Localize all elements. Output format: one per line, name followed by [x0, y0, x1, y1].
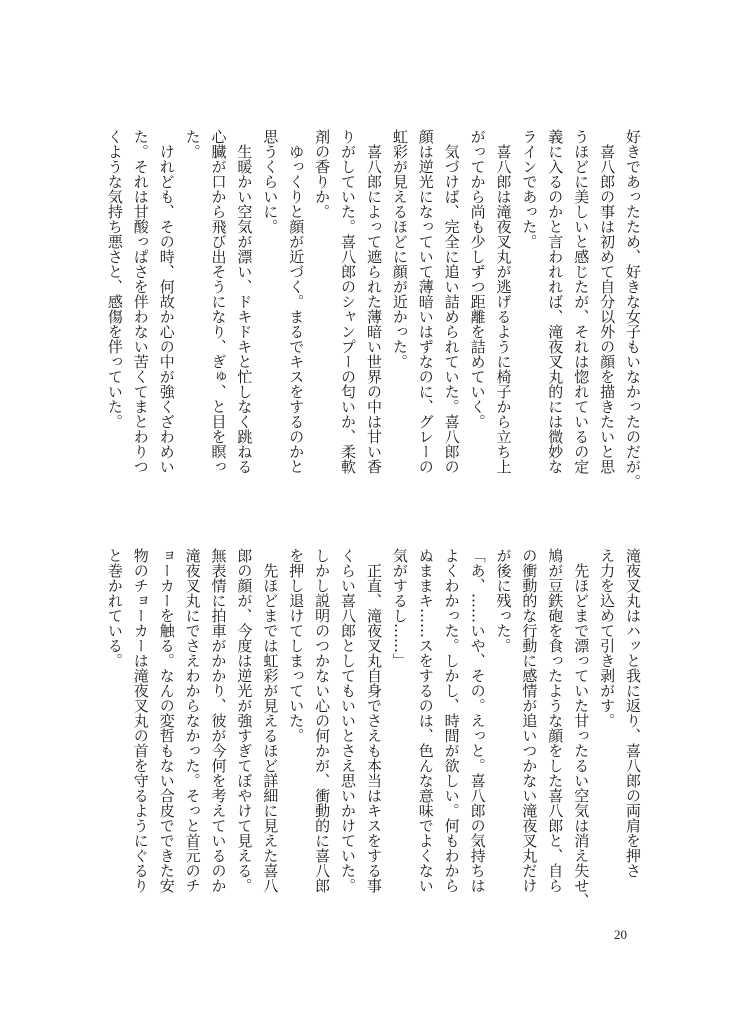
text-line: 喜八郎の事は初めて自分以外の顔を描きたいと思	[598, 129, 617, 474]
text-line: りがしていた。喜八郎のシャンプーの匂いか、柔軟	[339, 129, 358, 474]
text-line: 先ほどまで漂っていた甘ったるい空気は消え失せ、	[572, 548, 591, 908]
text-line: た。それは甘酸っぱさを伴わない苦くてまとわりつ	[131, 129, 150, 474]
text-line: た。	[183, 129, 202, 159]
text-line: 正直、滝夜叉丸自身でさえも本当はキスをする事	[364, 548, 383, 893]
text-line: 義に入るのかと言われれば、滝夜叉丸的には微妙な	[546, 129, 565, 474]
text-line: 虹彩が見えるほどに顔が近かった。	[390, 129, 409, 369]
text-line: 無表情に拍車がかかり、彼が今何を考えているのか	[209, 548, 228, 893]
text-line: がってから尚も少しずつ距離を詰めていく。	[468, 129, 487, 429]
text-line: え力を込めて引き剥がす。	[598, 548, 617, 728]
text-block-bottom	[101, 548, 645, 908]
text-line: くような気持ち悪さと、感傷を伴っていた。	[105, 129, 124, 429]
text-line: 鳩が豆鉄砲を食ったような顔をした喜八郎と、自ら	[546, 548, 565, 893]
text-line: しかし説明のつかない心の何かが、衝動的に喜八郎	[313, 548, 332, 893]
text-block-top	[101, 129, 645, 489]
text-line: 喜八郎によって遮られた薄暗い世界の中は甘い香	[364, 129, 383, 474]
text-line: 滝夜叉丸にでさえわからなかった。そっと首元のチ	[183, 548, 202, 893]
text-line: 郎の顔が、今度は逆光が強すぎてぼやけて見える。	[235, 548, 254, 893]
text-line: 思うくらいに。	[261, 129, 280, 234]
text-line: けれども、その時、何故か心の中が強くざわめい	[157, 129, 176, 474]
text-line: 喜八郎は滝夜叉丸が逃げるように椅子から立ち上	[494, 129, 513, 474]
text-line: 気づけば、完全に追い詰められていた。喜八郎の	[442, 129, 461, 474]
text-line: 好きであったため、好きな女子もいなかったのだが。	[624, 129, 642, 489]
text-line: ゆっくりと顔が近づく。まるでキスをするのかと	[287, 129, 306, 474]
text-line: ぬままキ……スをするのは、色んな意味でよくない	[416, 548, 435, 893]
text-line: うほどに美しいと感じたが、それは惚れているの定	[572, 129, 591, 474]
page-number: 20	[614, 927, 627, 942]
text-line: ョーカーを触る。なんの変哲もない合皮でできた安	[157, 548, 176, 893]
text-line: ラインであった。	[520, 129, 539, 249]
text-line: と巻かれている。	[105, 548, 124, 668]
text-line: 物のチョーカーは滝夜叉丸の首を守るようにぐるり	[131, 548, 150, 893]
text-line: よくわかった。しかし、時間が欲しい。何もわから	[442, 548, 461, 893]
text-line: 先ほどまでは虹彩が見えるほど詳細に見えた喜八	[261, 548, 280, 893]
text-line: 気がするし……」	[390, 548, 409, 668]
text-line: 顔は逆光になっていて薄暗いはずなのに、グレーの	[416, 129, 435, 474]
text-line: 剤の香りか。	[313, 129, 332, 219]
text-line: の衝動的な行動に感情が追いつかない滝夜叉丸だけ	[520, 548, 539, 893]
text-line: 「あ、……いや、その。えっと。喜八郎の気持ちは	[468, 548, 487, 893]
text-line: 滝夜叉丸はハッと我に返り、喜八郎の両肩を押さ	[624, 548, 642, 878]
text-line: が後に残った。	[494, 548, 513, 653]
text-line: 生暖かい空気が漂い、ドキドキと忙しなく跳ねる	[235, 129, 254, 474]
text-line: を押し退けてしまっていた。	[287, 548, 306, 743]
text-line: くらい喜八郎としてもいいとさえ思いかけていた。	[339, 548, 358, 893]
text-line: 心臓が口から飛び出そうになり、ぎゅ、と目を瞑っ	[209, 129, 228, 474]
